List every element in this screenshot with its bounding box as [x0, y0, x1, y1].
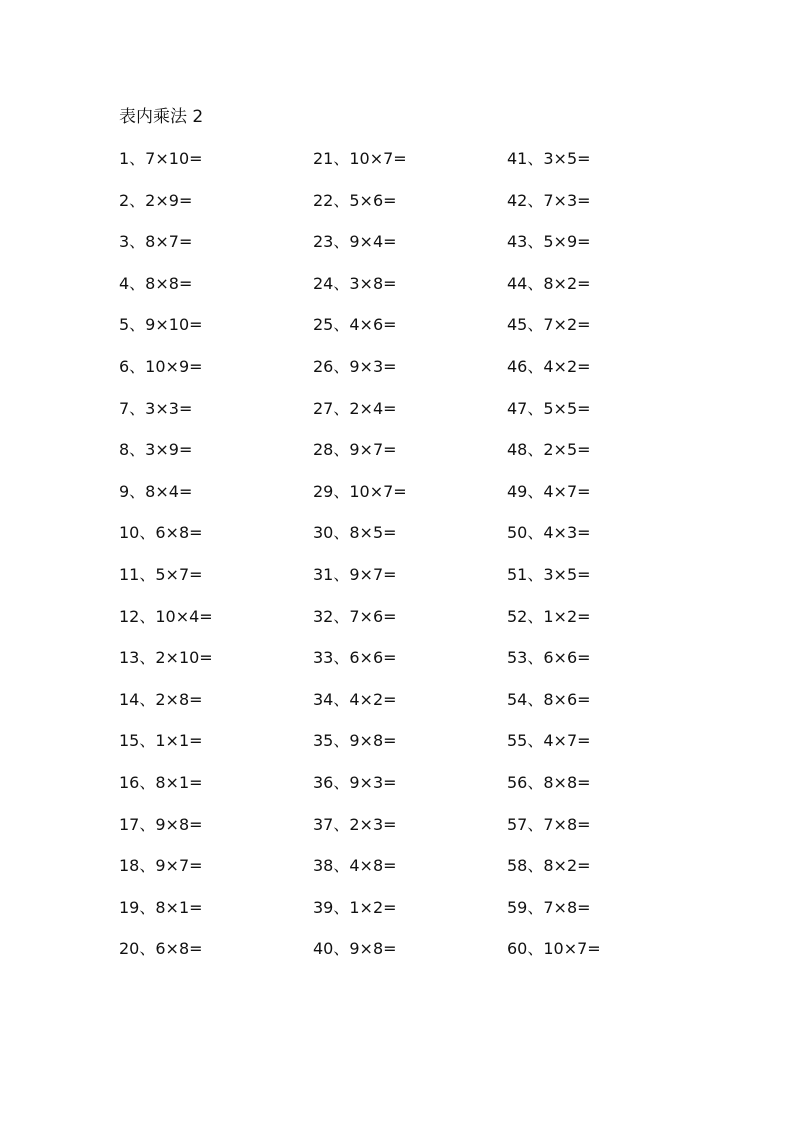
problem-item: 15、1×1=	[119, 731, 203, 751]
problem-item: 11、5×7=	[119, 564, 203, 584]
problem-item: 6、10×9=	[119, 356, 203, 376]
problem-item: 5、9×10=	[119, 315, 203, 335]
problem-item: 7、3×3=	[119, 398, 193, 418]
problem-item: 50、4×3=	[507, 523, 591, 543]
problem-item: 49、4×7=	[507, 481, 591, 501]
problem-item: 16、8×1=	[119, 772, 203, 792]
problem-item: 25、4×6=	[313, 315, 397, 335]
problem-item: 29、10×7=	[313, 481, 407, 501]
problem-item: 21、10×7=	[313, 149, 407, 168]
problem-item: 51、3×5=	[507, 564, 591, 584]
problem-item: 57、7×8=	[507, 814, 591, 834]
problem-item: 22、5×6=	[313, 190, 397, 210]
problem-item: 34、4×2=	[313, 689, 397, 709]
problem-item: 20、6×8=	[119, 939, 203, 959]
problem-item: 39、1×2=	[313, 897, 397, 917]
problem-item: 13、2×10=	[119, 648, 213, 668]
problem-item: 59、7×8=	[507, 897, 591, 917]
page-title: 表内乘法 2	[119, 107, 204, 127]
problem-item: 32、7×6=	[313, 606, 397, 626]
problem-item: 9、8×4=	[119, 481, 193, 501]
problem-item: 56、8×8=	[507, 772, 591, 792]
problem-item: 44、8×2=	[507, 273, 591, 293]
problem-item: 55、4×7=	[507, 731, 591, 751]
problem-item: 48、2×5=	[507, 440, 591, 460]
problem-item: 45、7×2=	[507, 315, 591, 335]
problem-item: 27、2×4=	[313, 398, 397, 418]
problem-item: 54、8×6=	[507, 689, 591, 709]
problem-item: 2、2×9=	[119, 190, 193, 210]
problem-item: 43、5×9=	[507, 232, 591, 252]
problem-column-2	[313, 148, 503, 980]
problem-item: 30、8×5=	[313, 523, 397, 543]
problem-column-1	[119, 148, 309, 980]
problem-item: 47、5×5=	[507, 398, 591, 418]
problem-item: 17、9×8=	[119, 814, 203, 834]
problem-item: 40、9×8=	[313, 939, 397, 959]
problem-item: 38、4×8=	[313, 856, 397, 876]
problem-item: 24、3×8=	[313, 273, 397, 293]
problem-item: 18、9×7=	[119, 856, 203, 876]
problem-item: 19、8×1=	[119, 897, 203, 917]
problem-item: 8、3×9=	[119, 440, 193, 460]
problem-item: 37、2×3=	[313, 814, 397, 834]
problem-item: 1、7×10=	[119, 149, 203, 168]
problem-item: 12、10×4=	[119, 606, 213, 626]
problem-item: 4、8×8=	[119, 273, 193, 293]
problem-item: 53、6×6=	[507, 648, 591, 668]
problem-item: 3、8×7=	[119, 232, 193, 252]
problem-item: 23、9×4=	[313, 232, 397, 252]
problem-item: 35、9×8=	[313, 731, 397, 751]
problem-item: 14、2×8=	[119, 689, 203, 709]
problem-item: 10、6×8=	[119, 523, 203, 543]
problem-item: 46、4×2=	[507, 356, 591, 376]
problem-item: 28、9×7=	[313, 440, 397, 460]
problem-item: 36、9×3=	[313, 772, 397, 792]
problem-item: 52、1×2=	[507, 606, 591, 626]
problem-item: 41、3×5=	[507, 149, 591, 168]
problem-item: 26、9×3=	[313, 356, 397, 376]
problem-item: 58、8×2=	[507, 856, 591, 876]
problem-item: 33、6×6=	[313, 648, 397, 668]
problem-item: 60、10×7=	[507, 939, 601, 959]
problem-column-3	[507, 148, 697, 980]
problem-item: 31、9×7=	[313, 564, 397, 584]
problem-item: 42、7×3=	[507, 190, 591, 210]
